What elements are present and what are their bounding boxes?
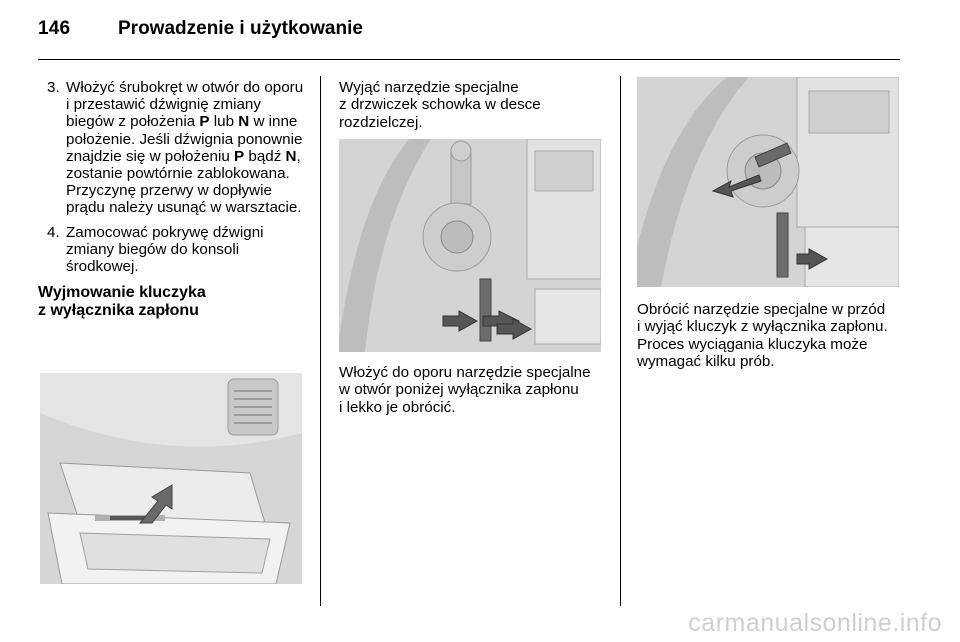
- text-line: rozdzielczej.: [339, 113, 423, 131]
- gear-position-n: N: [238, 113, 250, 131]
- step-text: , zostanie powtórnie zablokowana. Przyczynę przerwy w dopływie prądu należy usunąć w warsztacie.: [66, 147, 302, 217]
- watermark: carmanualsonline.info: [688, 609, 942, 637]
- step-text: bądź: [244, 147, 286, 165]
- text-line: Włożyć do oporu narzędzie specjalne: [339, 364, 591, 381]
- gear-position-p: P: [199, 113, 210, 131]
- step-text: Zamocować pokrywę dźwigni zmiany biegów do konsoli środkowej.: [66, 223, 264, 276]
- instruction-text: [637, 301, 903, 371]
- step-number: 3.: [47, 79, 60, 96]
- section-heading-line: Wyjmowanie kluczyka: [38, 284, 206, 302]
- ignition-tool-illustration: [339, 139, 601, 352]
- header-rule: [38, 59, 900, 60]
- glovebox-illustration: [40, 373, 302, 584]
- text-line: z drzwiczek schowka w desce: [339, 96, 541, 114]
- text-line: w otwór poniżej wyłącznika zapłonu: [339, 381, 579, 399]
- text-line: Obrócić narzędzie specjalne w przód: [637, 301, 886, 318]
- column-3: [637, 301, 903, 371]
- page-number: 146: [38, 18, 71, 39]
- text-line: wymagać kilku prób.: [637, 353, 775, 371]
- page-title: Prowadzenie i użytkowanie: [118, 18, 363, 39]
- column-1: [38, 79, 306, 320]
- step-number: 4.: [47, 223, 60, 241]
- column-divider-2: [620, 76, 621, 606]
- key-removal-illustration: [637, 77, 899, 287]
- step-3: [38, 79, 306, 217]
- step-text: Włożyć śrubokręt w otwór do oporu i przestawić dźwignię zmiany biegów z położenia: [66, 79, 304, 131]
- column-divider-1: [320, 76, 321, 606]
- column-2: [339, 79, 605, 131]
- step-4: [38, 224, 306, 276]
- text-line: i lekko je obrócić.: [339, 398, 456, 416]
- text-line: i wyjąć kluczyk z wyłącznika zapłonu.: [637, 318, 888, 336]
- text-line: Proces wyciągania kluczyka może: [637, 335, 868, 353]
- instruction-text: [339, 79, 605, 131]
- section-heading-line: z wyłącznika zapłonu: [38, 302, 199, 320]
- section-heading: [38, 284, 306, 320]
- caption-text: [339, 364, 605, 416]
- gear-position-p: P: [234, 147, 245, 165]
- step-text: lub: [209, 113, 239, 131]
- gear-position-n: N: [285, 147, 297, 165]
- text-line: Wyjąć narzędzie specjalne: [339, 79, 519, 96]
- step-text: w inne położenie. Jeśli dźwignia ponownie znajdzie się w położeniu: [66, 113, 303, 165]
